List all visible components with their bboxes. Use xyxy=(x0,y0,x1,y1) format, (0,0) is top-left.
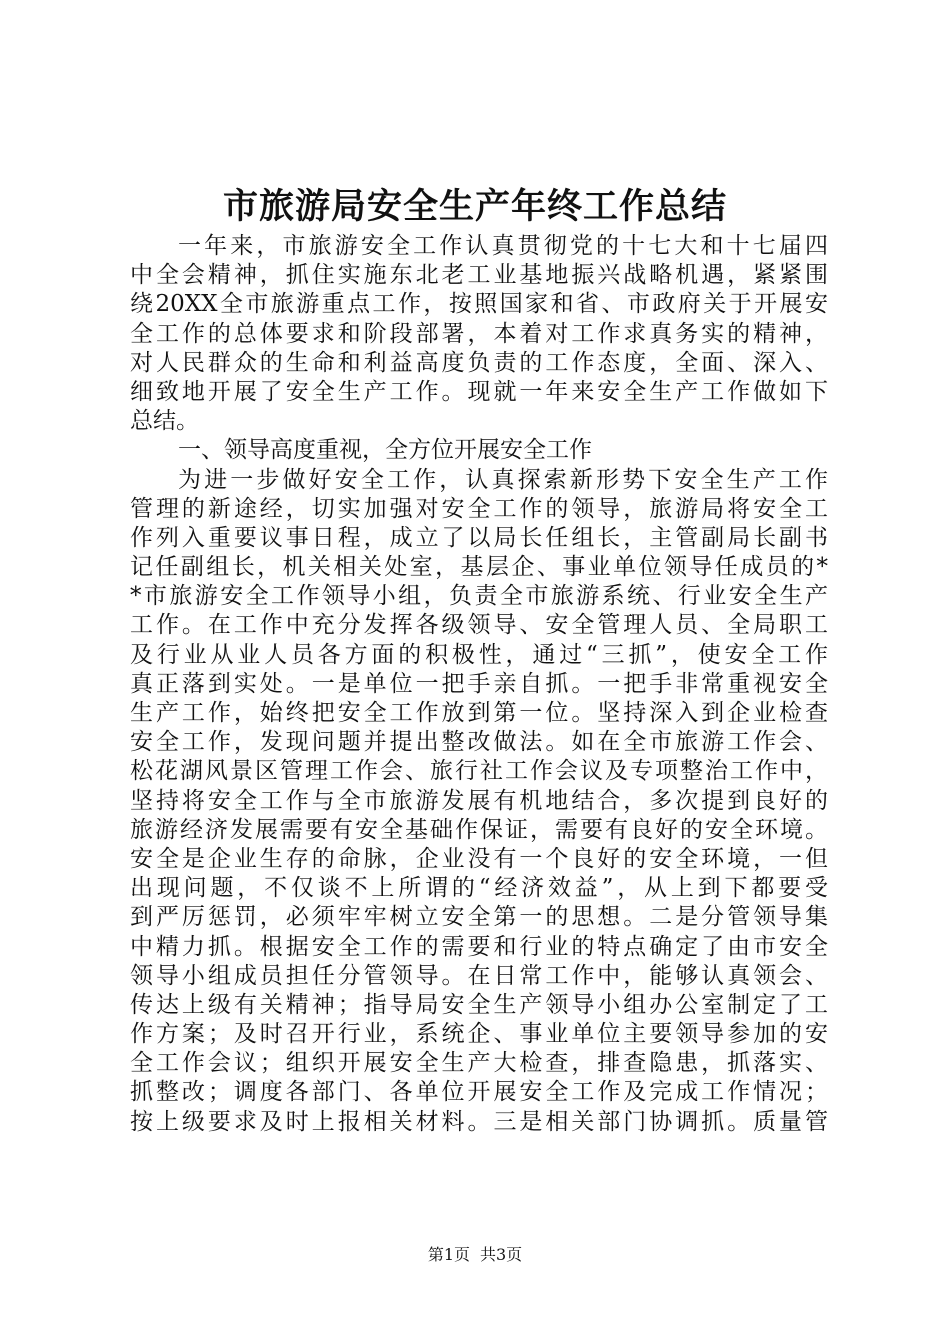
body-line: 出现问题，不仅谈不上所谓的“经济效益”，从上到下都要受 xyxy=(130,875,828,902)
body-line: 及行业从业人员各方面的积极性，通过“三抓”，使安全工作 xyxy=(130,641,828,668)
body-line: *市旅游安全工作领导小组，负责全市旅游系统、行业安全生产 xyxy=(130,583,828,610)
body-line: 真正落到实处。一是单位一把手亲自抓。一把手非常重视安全 xyxy=(130,670,828,697)
body-line: 传达上级有关精神；指导局安全生产领导小组办公室制定了工 xyxy=(130,991,828,1018)
body-line: 绕20XX全市旅游重点工作，按照国家和省、市政府关于开展安 xyxy=(130,291,828,318)
body-line: 领导小组成员担任分管领导。在日常工作中，能够认真领会、 xyxy=(130,962,828,989)
body-line: 细致地开展了安全生产工作。现就一年来安全生产工作做如下 xyxy=(130,378,828,405)
page-number: 第1页 xyxy=(427,1245,470,1264)
body-line: 中精力抓。根据安全工作的需要和行业的特点确定了由市安全 xyxy=(130,933,828,960)
body-line: 安全是企业生存的命脉，企业没有一个良好的安全环境，一但 xyxy=(130,845,828,872)
body-line: 一年来，市旅游安全工作认真贯彻党的十七大和十七届四 xyxy=(178,233,828,259)
body-line: 旅游经济发展需要有安全基础作保证，需要有良好的安全环境。 xyxy=(130,816,828,843)
body-line: 坚持将安全工作与全市旅游发展有机地结合，多次提到良好的 xyxy=(130,787,828,814)
body-line: 为进一步做好安全工作，认真探索新形势下安全生产工作 xyxy=(178,466,828,493)
body-line: 记任副组长，机关相关处室，基层企、事业单位领导任成员的* xyxy=(130,554,828,581)
body-line: 安全工作，发现问题并提出整改做法。如在全市旅游工作会、 xyxy=(130,729,828,756)
body-line: 工作。在工作中充分发挥各级领导、安全管理人员、全局职工 xyxy=(130,612,828,639)
body-line: 抓整改；调度各部门、各单位开展安全工作及完成工作情况； xyxy=(130,1079,828,1106)
body-line: 全工作的总体要求和阶段部署，本着对工作求真务实的精神， xyxy=(130,320,828,347)
section-heading: 一、领导高度重视，全方位开展安全工作 xyxy=(178,437,592,464)
page-total: 共3页 xyxy=(480,1245,523,1264)
body-line: 作方案；及时召开行业，系统企、事业单位主要领导参加的安 xyxy=(130,1021,828,1048)
body-line: 对人民群众的生命和利益高度负责的工作态度，全面、深入、 xyxy=(130,349,828,376)
body-line: 管理的新途经，切实加强对安全工作的领导，旅游局将安全工 xyxy=(130,495,828,522)
body-line: 到严厉惩罚，必须牢牢树立安全第一的思想。二是分管领导集 xyxy=(130,904,828,931)
page-footer xyxy=(0,1244,950,1266)
body-line: 中全会精神，抓住实施东北老工业基地振兴战略机遇，紧紧围 xyxy=(130,262,828,289)
body-line: 按上级要求及时上报相关材料。三是相关部门协调抓。质量管 xyxy=(130,1108,828,1135)
document-title: 市旅游局安全生产年终工作总结 xyxy=(222,186,727,227)
body-line: 生产工作，始终把安全工作放到第一位。坚持深入到企业检查 xyxy=(130,700,828,726)
body-line: 作列入重要议事日程，成立了以局长任组长，主管副局长副书 xyxy=(130,524,828,551)
document-body xyxy=(130,232,828,1137)
body-line: 松花湖风景区管理工作会、旅行社工作会议及专项整治工作中， xyxy=(130,758,828,785)
body-line: 总结。 xyxy=(130,408,199,435)
body-line: 全工作会议；组织开展安全生产大检查，排查隐患，抓落实、 xyxy=(130,1050,828,1077)
